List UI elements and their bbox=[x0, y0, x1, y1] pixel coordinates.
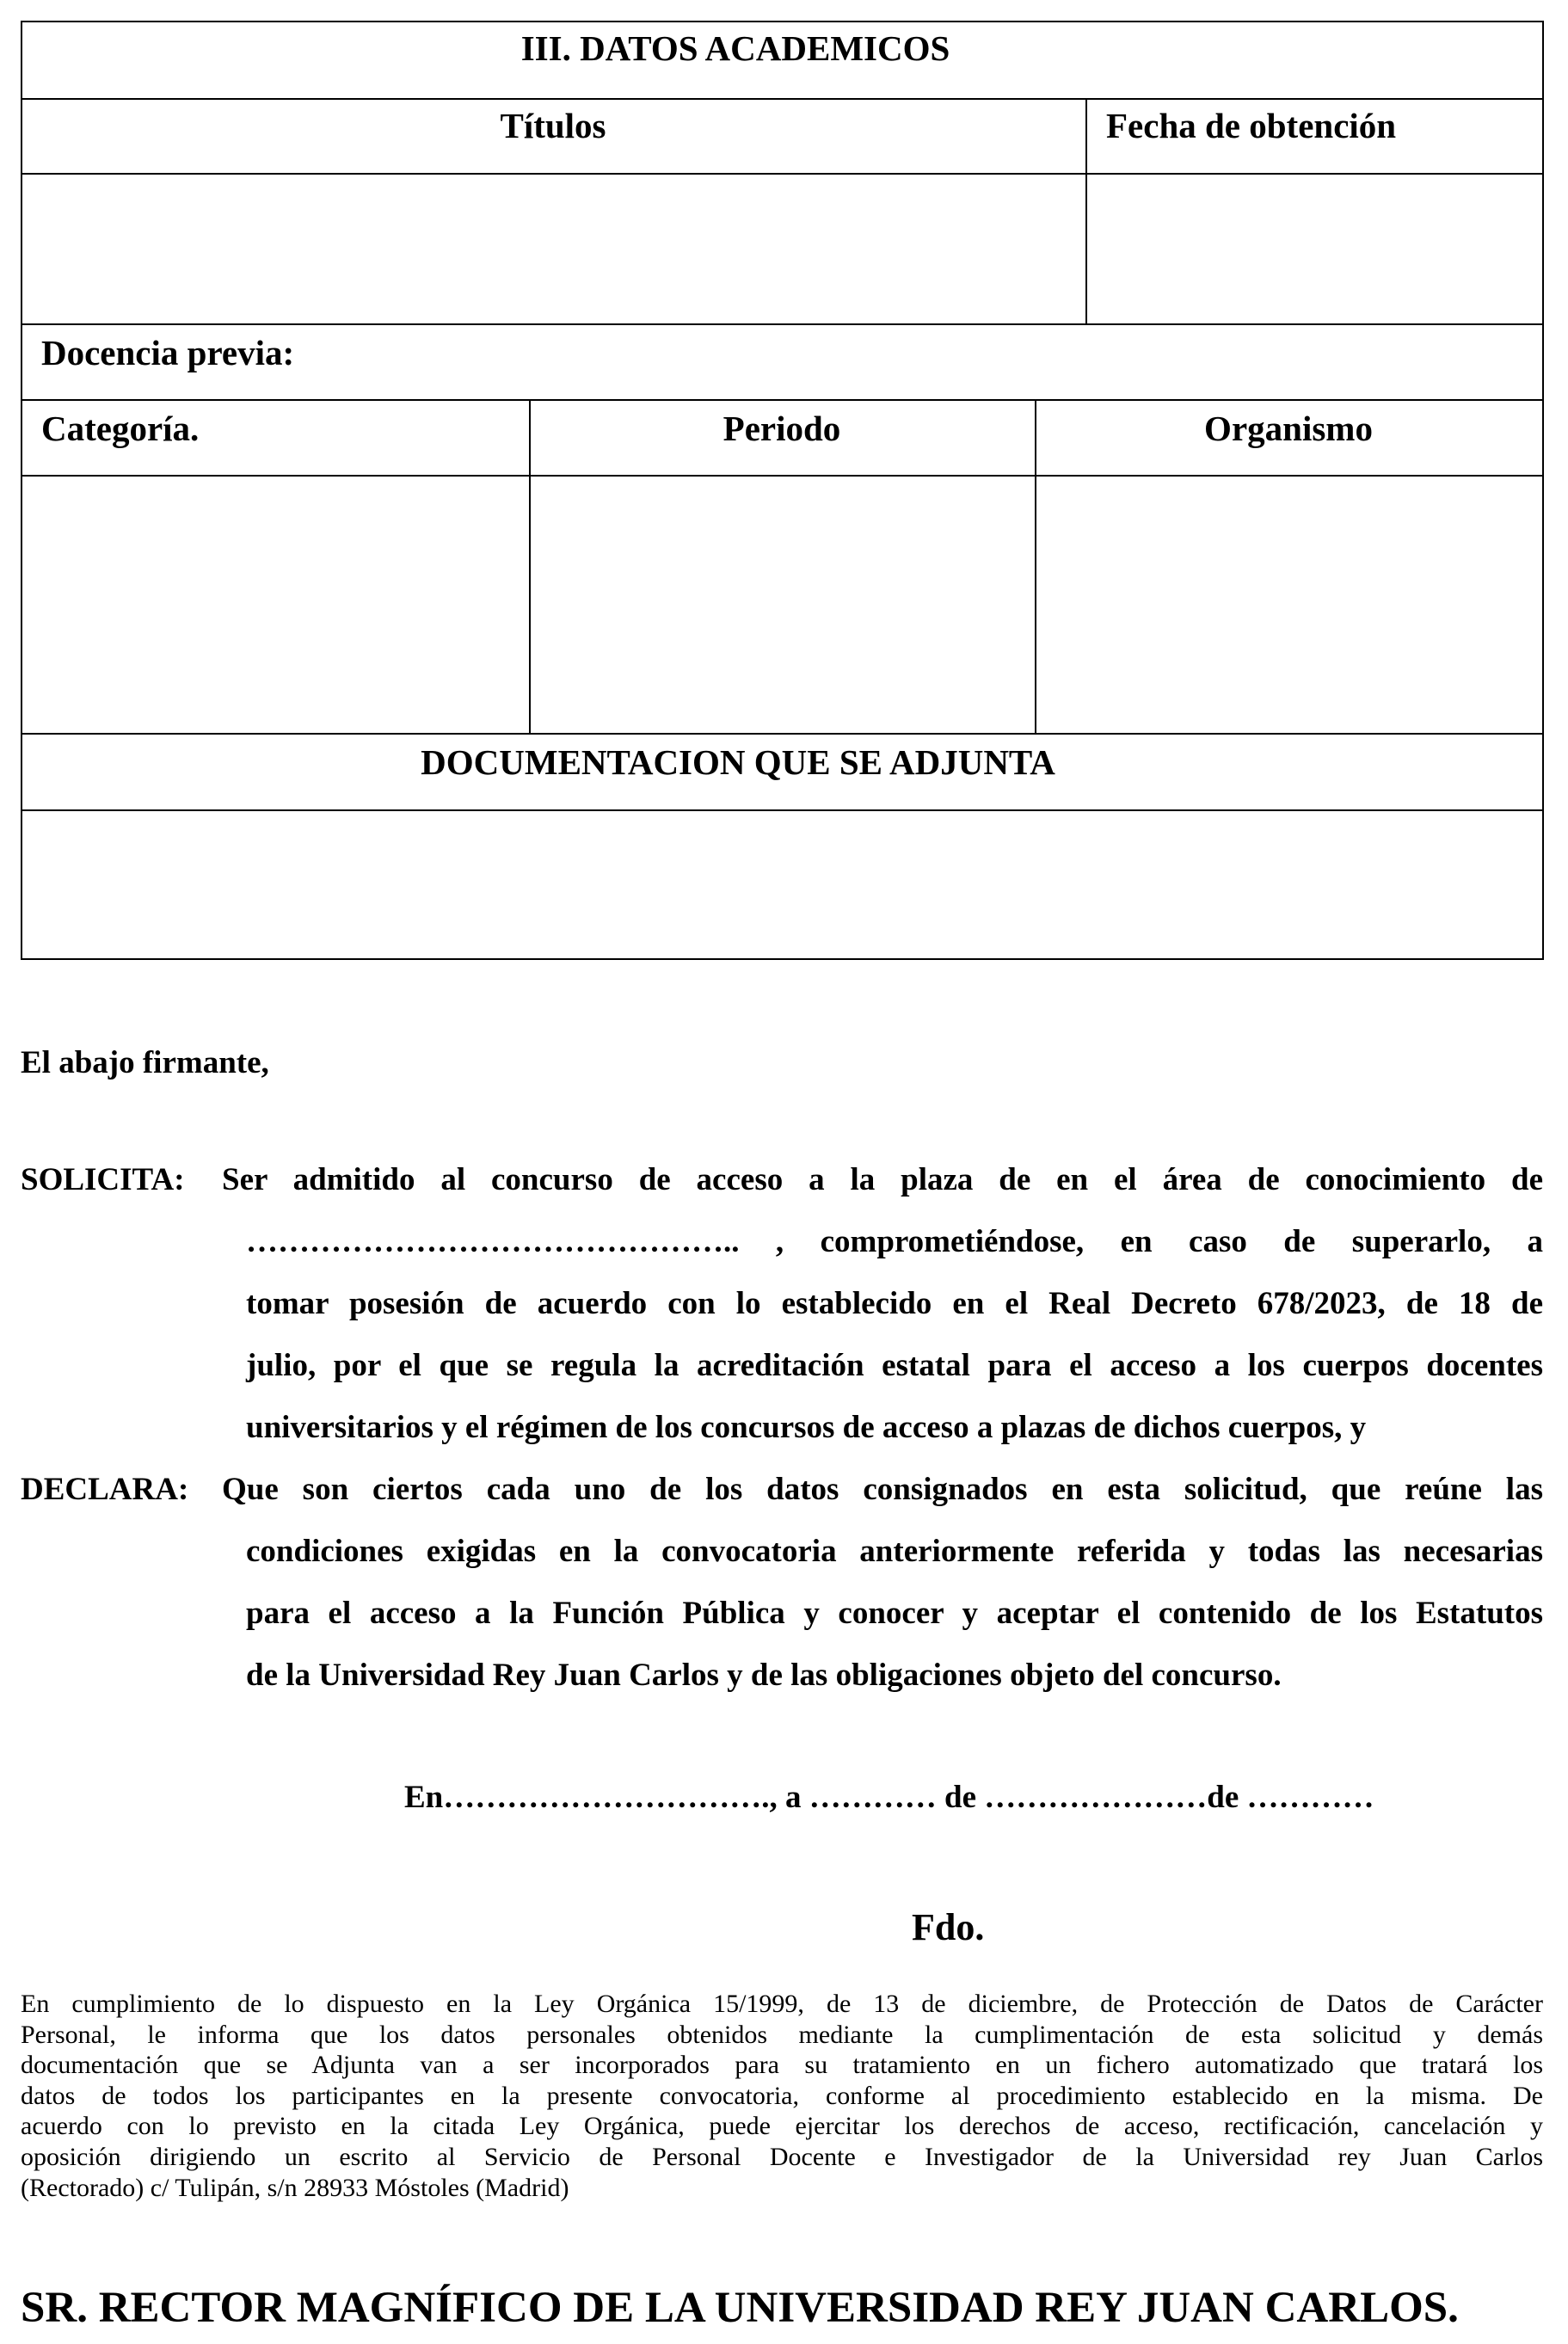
column-organism: Organismo bbox=[1204, 409, 1373, 448]
solicita-line: julio, por el que se regula la acreditación estatal para el acceso a los cuerpos docentes bbox=[246, 1348, 1543, 1383]
column-date: Fecha de obtención bbox=[1106, 106, 1397, 145]
solicita-line: universitarios y el régimen de los concursos de acceso a plazas de dichos cuerpos, y bbox=[246, 1410, 1367, 1445]
table-border bbox=[21, 399, 1544, 401]
declara-line: de la Universidad Rey Juan Carlos y de las obligaciones objeto del concurso. bbox=[246, 1658, 1282, 1693]
section-title: III. DATOS ACADEMICOS bbox=[520, 28, 950, 68]
column-category: Categoría. bbox=[41, 409, 200, 448]
declara-label: DECLARA: bbox=[21, 1472, 189, 1507]
period-input-cell[interactable] bbox=[531, 477, 1035, 733]
column-period: Periodo bbox=[723, 409, 841, 448]
signer-intro: El abajo firmante, bbox=[21, 1045, 269, 1080]
table-border bbox=[21, 323, 1544, 325]
organism-input-cell[interactable] bbox=[1036, 477, 1542, 733]
teaching-label: Docencia previa: bbox=[41, 333, 295, 372]
table-border bbox=[1542, 21, 1544, 960]
documentation-title: DOCUMENTACION QUE SE ADJUNTA bbox=[421, 742, 1055, 782]
declara-line: Que son ciertos cada uno de los datos consignados en esta solicitud, que reúne las bbox=[222, 1472, 1543, 1507]
solicita-line: Ser admitido al concurso de acceso a la plaza de en el área de conocimiento de bbox=[222, 1162, 1543, 1197]
table-border bbox=[21, 21, 1544, 22]
declara-line: condiciones exigidas en la convocatoria anteriormente referida y todas las necesarias bbox=[246, 1534, 1543, 1569]
table-border bbox=[21, 958, 1544, 960]
addressee: SR. RECTOR MAGNÍFICO DE LA UNIVERSIDAD REY JUAN CARLOS. bbox=[21, 2284, 1459, 2332]
table-border bbox=[21, 733, 1544, 735]
column-titles: Títulos bbox=[500, 106, 606, 145]
privacy-line: En cumplimiento de lo dispuesto en la Ley Orgánica 15/1999, de 13 de diciembre, de Protección de Datos de Carácter bbox=[21, 1990, 1543, 2018]
privacy-line: documentación que se Adjunta van a ser incorporados para su tratamiento en un fichero automatizado que tratará los bbox=[21, 2051, 1543, 2079]
privacy-line: Personal, le informa que los datos personales obtenidos mediante la cumplimentación de esta solicitud y demás bbox=[21, 2021, 1543, 2049]
privacy-line: oposición dirigiendo un escrito al Servicio de Personal Docente e Investigador de la Universidad rey Juan Carlos bbox=[21, 2143, 1543, 2171]
titles-input-cell[interactable] bbox=[22, 175, 1085, 323]
category-input-cell[interactable] bbox=[22, 477, 529, 733]
solicita-line: ……………………………………….. , comprometiéndose, en caso de superarlo, a bbox=[246, 1224, 1543, 1259]
documentation-input-cell[interactable] bbox=[22, 811, 1542, 958]
solicita-line: tomar posesión de acuerdo con lo establecido en el Real Decreto 678/2023, de 18 de bbox=[246, 1286, 1543, 1321]
place-date-line: En…………………………., a ………… de …………………de ………… bbox=[404, 1780, 1374, 1815]
date-input-cell[interactable] bbox=[1087, 175, 1542, 323]
privacy-line: acuerdo con lo previsto en la citada Ley Orgánica, puede ejercitar los derechos de acceso, rectificación, cancelación y bbox=[21, 2112, 1543, 2140]
privacy-line: (Rectorado) c/ Tulipán, s/n 28933 Móstoles (Madrid) bbox=[21, 2174, 569, 2202]
solicita-label: SOLICITA: bbox=[21, 1162, 185, 1197]
privacy-line: datos de todos los participantes en la presente convocatoria, conforme al procedimiento establecido en la misma. De bbox=[21, 2082, 1543, 2110]
table-border bbox=[21, 98, 1544, 100]
declara-line: para el acceso a la Función Pública y conocer y aceptar el contenido de los Estatutos bbox=[246, 1596, 1543, 1631]
signature-label: Fdo. bbox=[912, 1906, 985, 1948]
